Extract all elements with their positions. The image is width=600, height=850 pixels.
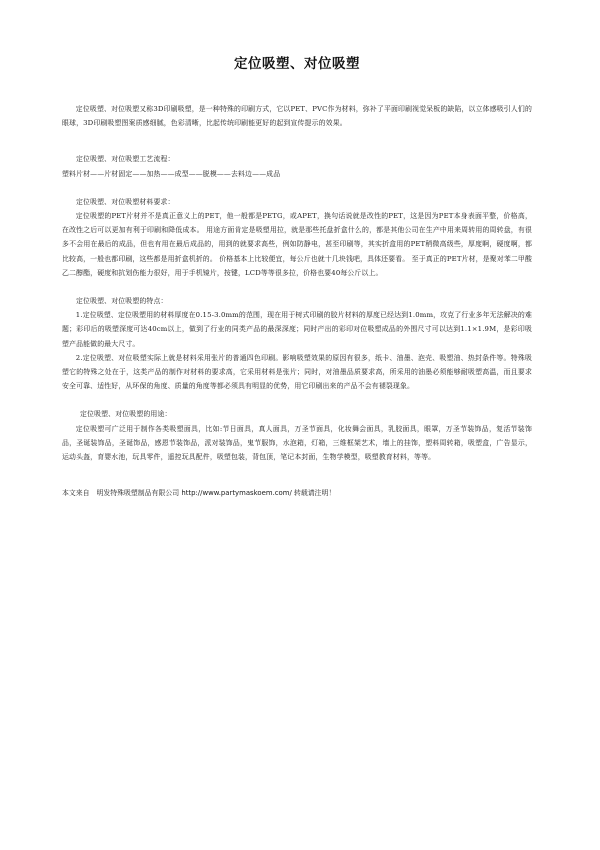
page-title: 定位吸塑、对位吸塑 [234,56,360,72]
usage-paragraph: 定位吸塑可广泛用于制作各类吸塑面具，比如:节日面具，真人面具，万圣节面具，化妆舞会面具，乳胶面具，眼罩，万圣节装饰品，复活节装饰品，圣诞装饰品，圣诞饰品，感恩节装饰品，派对装饰品，鬼节服饰，水泡箱，灯箱，三维框架艺术，墙上的挂饰，塑料周转箱，吸塑盒，广告显示，运动头盔，育婴水池，玩具零件，遥控玩具配件，吸塑包装，背包顶，笔记本封面，生物学模型，吸塑教育材料，等等。 [62,424,532,462]
intro-paragraph: 定位吸塑、对位吸塑又称3D印刷吸塑，是一种特殊的印刷方式，它以PET、PVC作为材料，弥补了平面印刷视觉呆板的缺陷，以立体感吸引人们的眼球，3D印刷吸塑图案质感细腻，色彩清晰，比起传统印刷能更好的起到宣传提示的效果。 [62,105,532,128]
process-flow: 塑料片材——片材固定——加热——成型——脱模——去料边——成品 [62,169,281,178]
footer-note [62,486,532,500]
footer-link[interactable]: http://www.partymaskoem.com/ [181,489,292,498]
footer-source: 本文来自 明发特殊吸塑制品有限公司 [62,489,180,498]
feature-2-paragraph: 2.定位吸塑、对位吸塑实际上就是材料采用张片的普通四色印刷。影响吸塑效果的原因有很多，纸卡、油墨、泡壳、吸塑油、热封条件等。特殊吸塑它的特殊之处在于，这类产品的制作对材料的要求高，它采用材料是张片；同时，对油墨品质要求高，所采用的油墨必须能够耐吸塑高温，而且要求安全可靠、适性好，从环保的角度、质量的角度等都必须具有明显的优势，用它印刷出来的产品不会有褪裂现象。 [62,353,532,391]
material-paragraph: 定位吸塑的PET片材并不是真正意义上的PET，他一般都是PETG，或APET，换句话说就是改性的PET，这是因为PET本身表面平整，价格高，在改性之后可以更加有利于印刷和降低成本。 用途方面肯定是吸塑用拉，就是那些托盘折盒什么的，都是其他公司在生产中用来周转用的周转盘，有很多不会用在最后的成品，但也有用在最后成品的，用到的就要求高些，例如防静电，甚至印刷等，其实折盒用的PET稍微高级些，厚度啊，硬度啊，都比较高，一般也都印刷，这些都是用折盒机折的。 价格基本上比较便宜，每公斤也就十几块钱吧，具体还要看。 至于真正的PET片材，是聚对苯二甲酸乙二醇酯，硬度和抗划伤能力很好，用于手机镜片，按键，LCD等等很多拉，价格也要40每公斤以上。 [62,212,532,277]
material-heading: 定位吸塑、对位吸塑材料要求： [76,197,175,206]
process-heading: 定位吸塑、对位吸塑工艺流程： [76,155,175,164]
feature-1-paragraph: 1.定位吸塑、定位吸塑用的材料厚度在0.15-3.0mm的范围，现在用于树式印刷的胶片材料的厚度已经达到1.0mm，攻克了行业多年无法解决的难题；彩印后的吸塑深度可达40cm以上，做到了行业的同类产品的最深深度；同时产出的彩印对位吸塑成品的外围尺寸可以达到1.1×1.9M，是彩印吸塑产品能做的最大尺寸。 [62,311,532,348]
footer-repost-note: 转载请注明！ [294,489,336,498]
features-heading: 定位吸塑、对位吸塑的特点： [76,297,168,306]
usage-heading: 定位吸塑、对位吸塑的用途： [80,410,172,419]
document-page [62,52,532,500]
